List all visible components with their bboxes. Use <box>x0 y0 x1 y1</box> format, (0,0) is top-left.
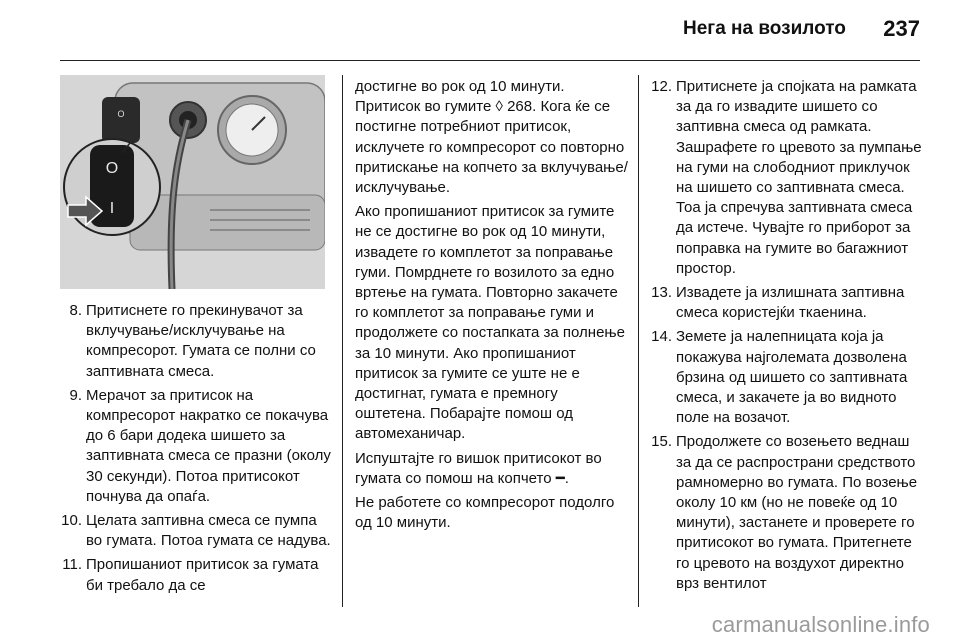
list-item-number: 9. <box>69 386 82 404</box>
list-item-text: Извадете ја излишната заптивна смеса користејќи ткаенина. <box>676 284 905 322</box>
page-title: Нега на возилото <box>683 18 846 39</box>
list-item-number: 11. <box>62 556 82 574</box>
switch-off-symbol: O <box>105 160 119 177</box>
list-item-text: Притиснете го прекинувачот за вклучување/исклучување на компресорот. Гумата се полни со заптивната смеса. <box>86 302 316 380</box>
paragraph: Ако пропишаниот притисок за гумите не се достигне во рок од 10 минути, извадете го комплетот за поправање гуми. Помрднете го возилото за едно вртење на гумата. Повторно закачете го комплетот за поправање гуми и продолжете со постапката за полнење за 10 минути. Ако пропишаниот притисок за гумите се уште не е достигнат, гумата е премногу оштетена. Побарајте помош од автомеханичар. <box>355 203 625 443</box>
paragraph: достигне во рок од 10 минути. Притисок во гумите ◊ 268. Кога ќе се постигне потребниот притисок, исклучете го компресорот со повторно притискање на копчето за вклучување/исклучување. <box>355 78 628 197</box>
list-item-text: Целата заптивна смеса се пумпа во гумата. Потоа гумата се надува. <box>86 512 331 550</box>
page-number: 237 <box>883 16 920 41</box>
list-item <box>60 555 332 595</box>
column-divider-right <box>638 75 639 607</box>
list-item-text: Продолжете со возењето веднаш за да се распространи средството рамномерно во гумата. По возење околу 10 км (но не повеќе од 10 минути), застанете и проверете го притисокот во гумата. Притегнете го цревото на воздухот директно врз вентилот <box>676 433 918 592</box>
list-item-text: Притиснете ја спојката на рамката за да го извадите шишето со заптивна смеса од рамката. Зашрафете го цревото за пумпање на гуми на слободниот приклучок на шишето со заптивната смеса. Тоа ја спречува заптивната смеса да истече. Чувајте го приборот за поправка на гумите во багажниот простор. <box>676 78 922 277</box>
paragraph: Не работете со компресорот подолго од 10 минути. <box>355 494 615 532</box>
list-item-text: Мерачот за притисок на компресорот накратко се покачува до 6 бари додека шишето за заптивната смеса се празни (околу 30 секунди). Потоа притисокот почнува да опаѓа. <box>86 386 331 505</box>
list-item-number: 14. <box>651 328 672 346</box>
list-item <box>60 511 332 551</box>
list-item <box>60 386 332 507</box>
list-item-number: 15. <box>651 433 672 451</box>
list-item-number: 10. <box>61 512 82 530</box>
svg-text:O: O <box>117 109 125 119</box>
left-column <box>60 301 332 600</box>
list-item-text: Пропишаниот притисок за гумата би требало да се <box>86 556 319 594</box>
list-item-number: 13. <box>651 284 672 302</box>
list-item-number: 12. <box>651 78 672 95</box>
middle-column <box>355 77 630 537</box>
list-item <box>650 327 922 428</box>
paragraph: Испуштајте го вишок притисокот во гумата со помош на копчето ━. <box>355 449 602 487</box>
header-rule <box>60 60 920 61</box>
switch-on-symbol: I <box>109 200 115 217</box>
column-divider-left <box>342 75 343 607</box>
right-column <box>650 77 922 598</box>
list-item <box>650 283 922 323</box>
watermark: carmanualsonline.info <box>711 612 930 637</box>
compressor-figure <box>60 75 325 289</box>
list-item-number: 8. <box>69 302 82 319</box>
tyre-sealant-compressor-illustration <box>60 75 325 289</box>
list-item <box>60 301 332 382</box>
list-item-text: Земете ја налепницата која ја покажува најголемата дозволена брзина од шишето со заптивната смеса, и закачете ја во видното поле на возачот. <box>676 328 908 427</box>
list-item <box>650 432 922 594</box>
list-item <box>650 77 922 279</box>
